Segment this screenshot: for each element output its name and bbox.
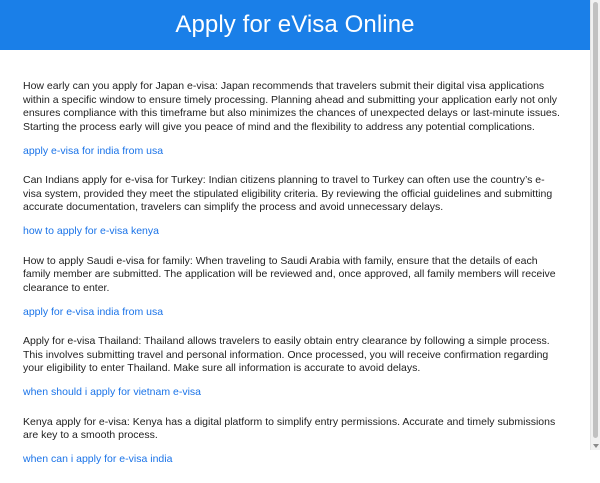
section-paragraph: Can Indians apply for e-visa for Turkey: Indian citizens planning to travel to Turkey can often use the country’s e-visa system, provided they meet the stipulated eligibility criteria. By reviewing the official guidelines and submitting accurate documentation, travelers can simplify the process and avoid unnecessary delays. xyxy=(23,174,553,213)
article-section xyxy=(23,174,563,239)
article-section xyxy=(23,335,563,400)
section-paragraph: Apply for e-visa Thailand: Thailand allows travelers to easily obtain entry clearance by following a simple process. This involves submitting travel and personal information. Once processed, you will receive confirmation regarding your eligibility to enter Thailand. Make sure all information is accurate to avoid delays. xyxy=(23,335,550,374)
section-paragraph: How early can you apply for Japan e-visa: Japan recommends that travelers submit their digital visa applications within a specific window to ensure timely processing. Planning ahead and submitting your application early not only ensures compliance with this timeframe but also minimizes the chances of unexpected delays or last-minute issues. Starting the process early will give you peace of mind and the flexibility to address any potential complications. xyxy=(23,80,560,133)
vertical-scrollbar[interactable] xyxy=(590,0,600,450)
related-link[interactable]: apply e-visa for india from usa xyxy=(23,144,164,157)
related-link[interactable]: when should i apply for vietnam e-visa xyxy=(23,386,202,398)
related-link[interactable]: apply for e-visa india from usa xyxy=(23,305,164,318)
section-paragraph: Kenya apply for e-visa: Kenya has a digital platform to simplify entry permissions. Accurate and timely submissions are key to a smooth process. xyxy=(23,415,556,441)
article-content xyxy=(23,80,563,483)
article-section xyxy=(23,255,563,320)
article-section xyxy=(23,80,563,158)
page-title: Apply for eVisa Online xyxy=(175,11,415,38)
section-paragraph: How to apply Saudi e-visa for family: When traveling to Saudi Arabia with family, ensure that the details of each family member are submitted. The application will be reviewed and, once approved, all family members will receive clearance to enter. xyxy=(23,254,556,294)
related-link[interactable]: how to apply for e-visa kenya xyxy=(23,225,159,237)
related-link[interactable]: when can i apply for e-visa india xyxy=(23,453,173,465)
scrollbar-thumb[interactable] xyxy=(593,2,598,438)
page-header xyxy=(0,0,590,50)
article-section xyxy=(23,416,563,467)
scroll-down-arrow-icon[interactable] xyxy=(593,444,599,448)
